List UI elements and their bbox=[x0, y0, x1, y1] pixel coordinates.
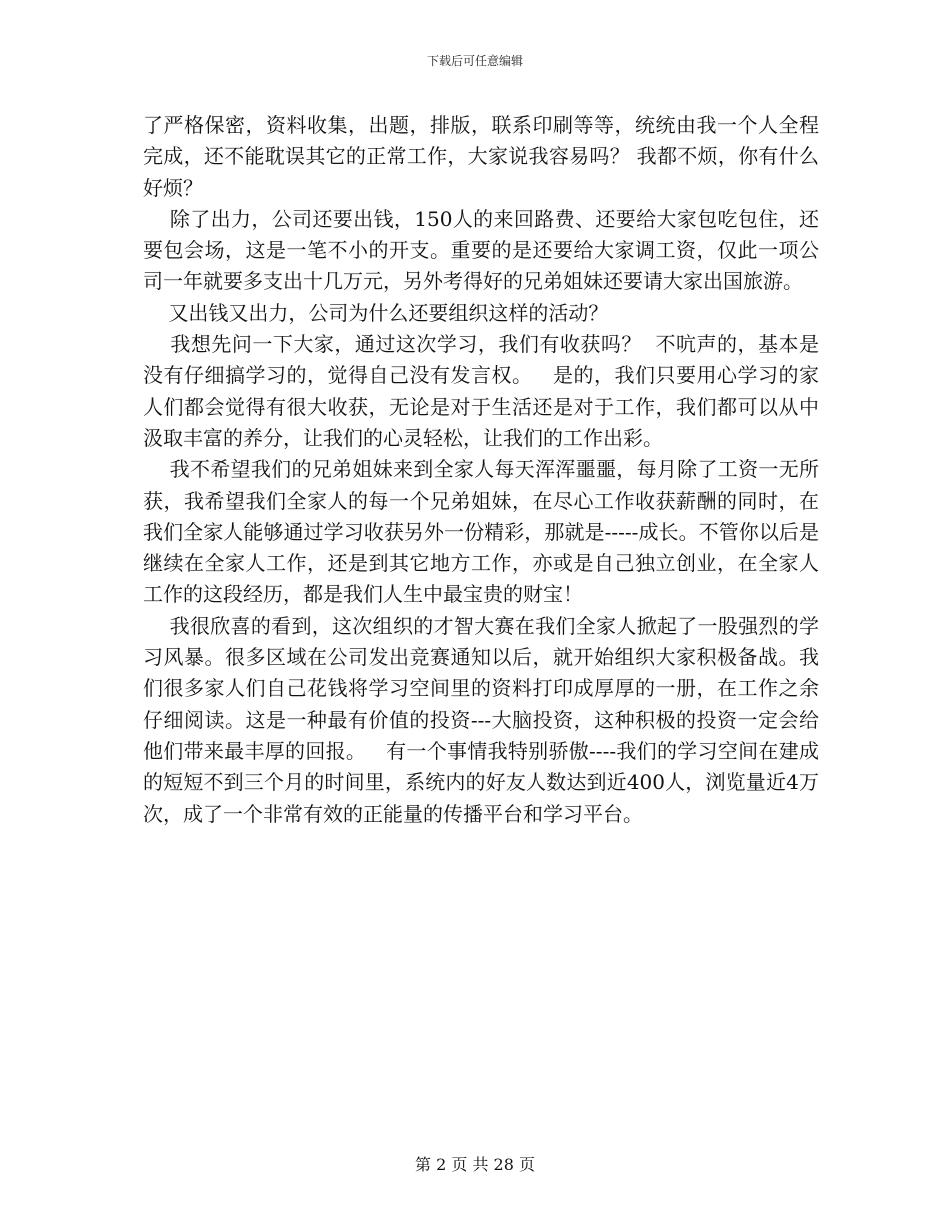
paragraph: 了严格保密，资料收集，出题，排版，联系印刷等等，统统由我一个人全程完成，还不能耽误其它的正常工作，大家说我容易吗？ 我都不烦，你有什么好烦？ bbox=[143, 113, 819, 200]
page-header: 下载后可任意编辑 bbox=[426, 54, 523, 68]
paragraph: 除了出力，公司还要出钱，150人的来回路费、还要给大家包吃包住，还要包会场，这是一笔不小的开支。重要的是还要给大家调工资，仅此一项公司一年就要多支出十几万元，另外考得好的兄弟姐妹还要请大家出国旅游。 bbox=[143, 206, 819, 294]
page-number-footer: 第 2 页 共 28 页 bbox=[415, 1155, 535, 1174]
paragraph: 我很欣喜的看到，这次组织的才智大赛在我们全家人掀起了一股强烈的学习风暴。很多区域在公司发出竞赛通知以后，就开始组织大家积极备战。我们很多家人们自己花钱将学习空间里的资料打印成厚厚的一册，在工作之余仔细阅读。这是一种最有价值的投资---大脑投资，这种积极的投资一定会给他们带来最丰厚的回报。 有一个事情我特别骄傲----我们的学习空间在建成的短短不到三个月的时间里，系统内的好友人数达到近400人，浏览量近4万次，成了一个非常有效的正能量的传播平台和学习平台。 bbox=[143, 613, 819, 826]
document-body bbox=[143, 110, 819, 830]
paragraph: 又出钱又出力，公司为什么还要组织这样的活动？ bbox=[143, 300, 609, 325]
paragraph: 我不希望我们的兄弟姐妹来到全家人每天浑浑噩噩，每月除了工资一无所获，我希望我们全家人的每一个兄弟姐妹，在尽心工作收获薪酬的同时，在我们全家人能够通过学习收获另外一份精彩，那就是-----成长。不管你以后是继续在全家人工作，还是到其它地方工作，亦或是自己独立创业，在全家人工作的这段经历，都是我们人生中最宝贵的财宝！ bbox=[143, 457, 819, 607]
paragraph: 我想先问一下大家，通过这次学习，我们有收获吗？ 不吭声的，基本是没有仔细搞学习的，觉得自己没有发言权。 是的，我们只要用心学习的家人们都会觉得有很大收获，无论是对于生活还是对于工作，我们都可以从中汲取丰富的养分，让我们的心灵轻松，让我们的工作出彩。 bbox=[143, 332, 819, 450]
